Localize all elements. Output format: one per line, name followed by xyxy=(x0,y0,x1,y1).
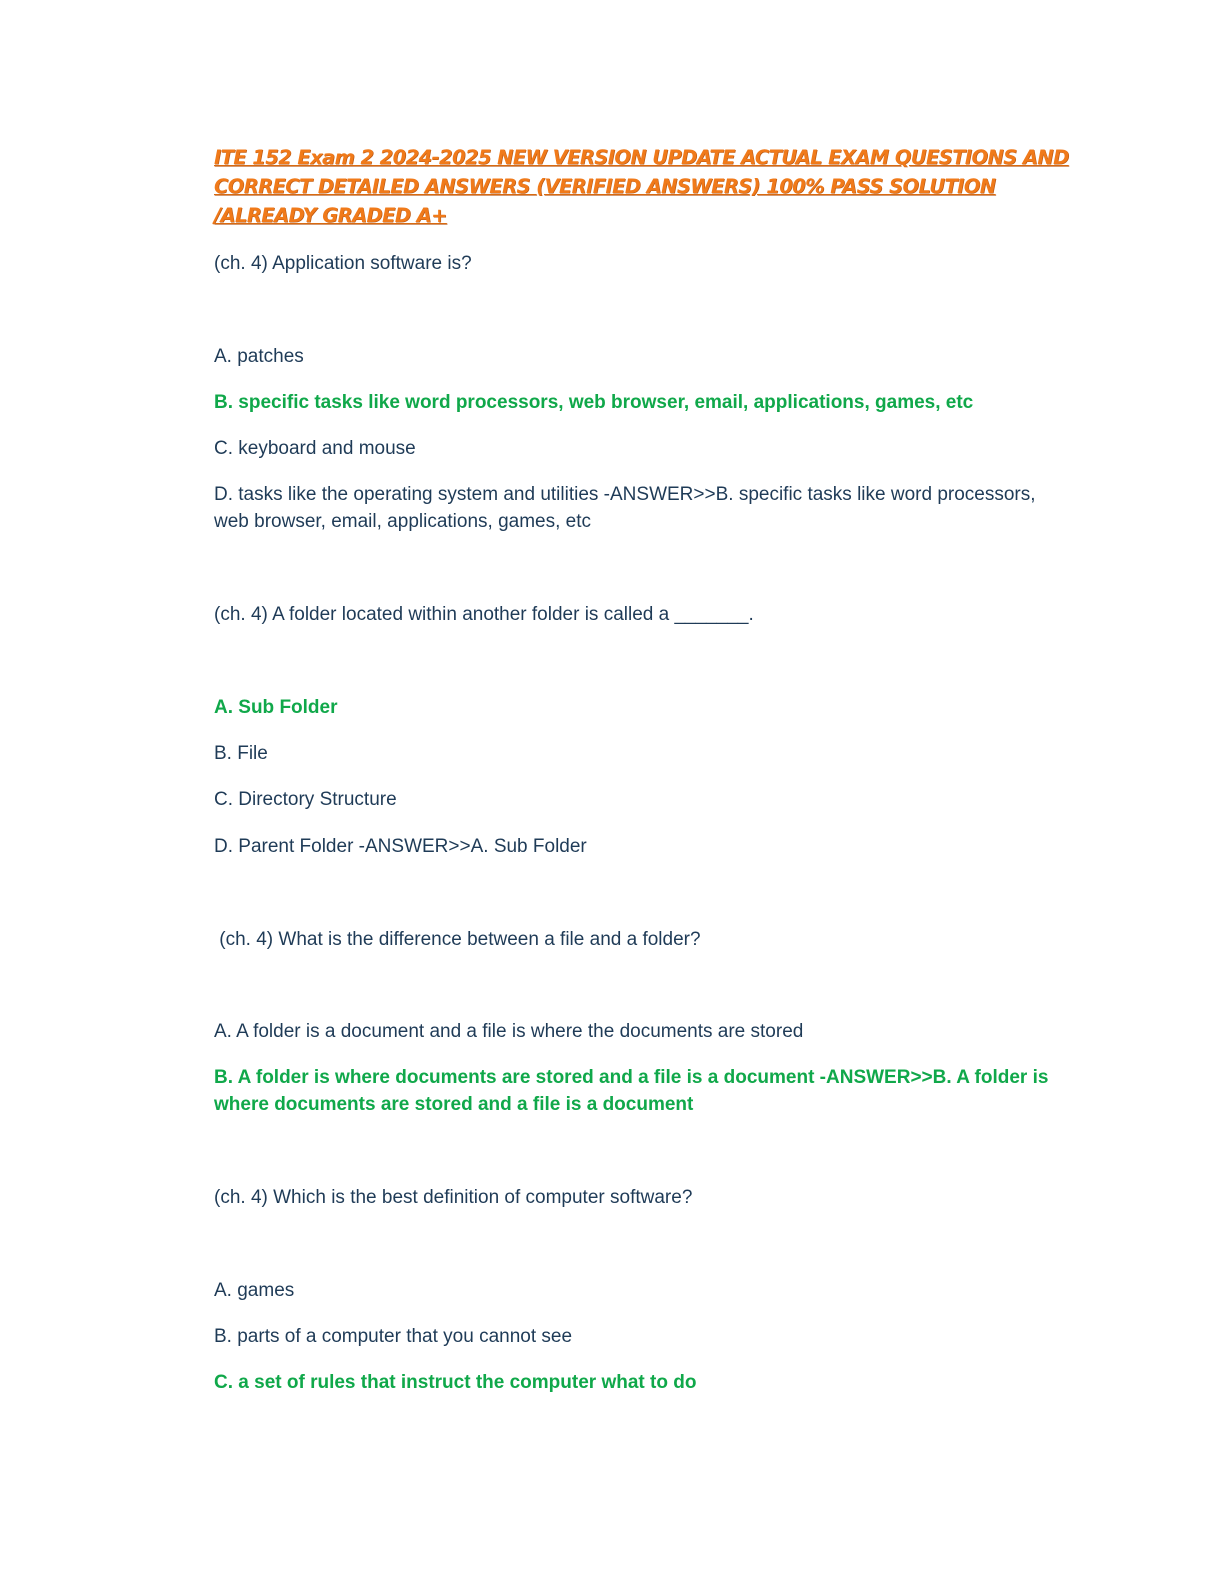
question-1-prompt: (ch. 4) Application software is? xyxy=(214,253,472,274)
question-2-option-b: B. File xyxy=(214,743,268,764)
question-2-option-d-answer: D. Parent Folder -ANSWER>>A. Sub Folder xyxy=(214,836,587,857)
question-2-option-c: C. Directory Structure xyxy=(214,789,397,810)
question-1-option-d-answer: D. tasks like the operating system and utilities -ANSWER>>B. specific tasks like word processors, web browser, email, applications, games, etc xyxy=(214,484,1036,532)
question-1-option-b-correct: B. specific tasks like word processors, web browser, email, applications, games, etc xyxy=(214,392,974,413)
document-title: ITE 152 Exam 2 2024-2025 NEW VERSION UPDATE ACTUAL EXAM QUESTIONS AND CORRECT DETAILED ANSWERS (VERIFIED ANSWERS) 100% PASS SOLUTION /ALREADY GRADED A+ xyxy=(214,146,1069,227)
question-3-option-a: A. A folder is a document and a file is where the documents are stored xyxy=(214,1021,804,1042)
question-4-option-b: B. parts of a computer that you cannot see xyxy=(214,1326,573,1347)
question-3-option-b-correct-answer: B. A folder is where documents are stored and a file is a document -ANSWER>>B. A folder is where documents are stored and a file is a document xyxy=(214,1067,1049,1115)
question-1-option-c: C. keyboard and mouse xyxy=(214,438,416,459)
question-2-option-a-correct: A. Sub Folder xyxy=(214,697,338,718)
question-4-prompt: (ch. 4) Which is the best definition of computer software? xyxy=(214,1187,693,1208)
question-2-prompt: (ch. 4) A folder located within another folder is called a _______. xyxy=(214,604,754,625)
question-4-option-c-correct: C. a set of rules that instruct the computer what to do xyxy=(214,1372,697,1393)
question-4-option-a: A. games xyxy=(214,1280,295,1301)
question-1-option-a: A. patches xyxy=(214,346,304,367)
question-3-prompt: (ch. 4) What is the difference between a file and a folder? xyxy=(214,929,701,950)
